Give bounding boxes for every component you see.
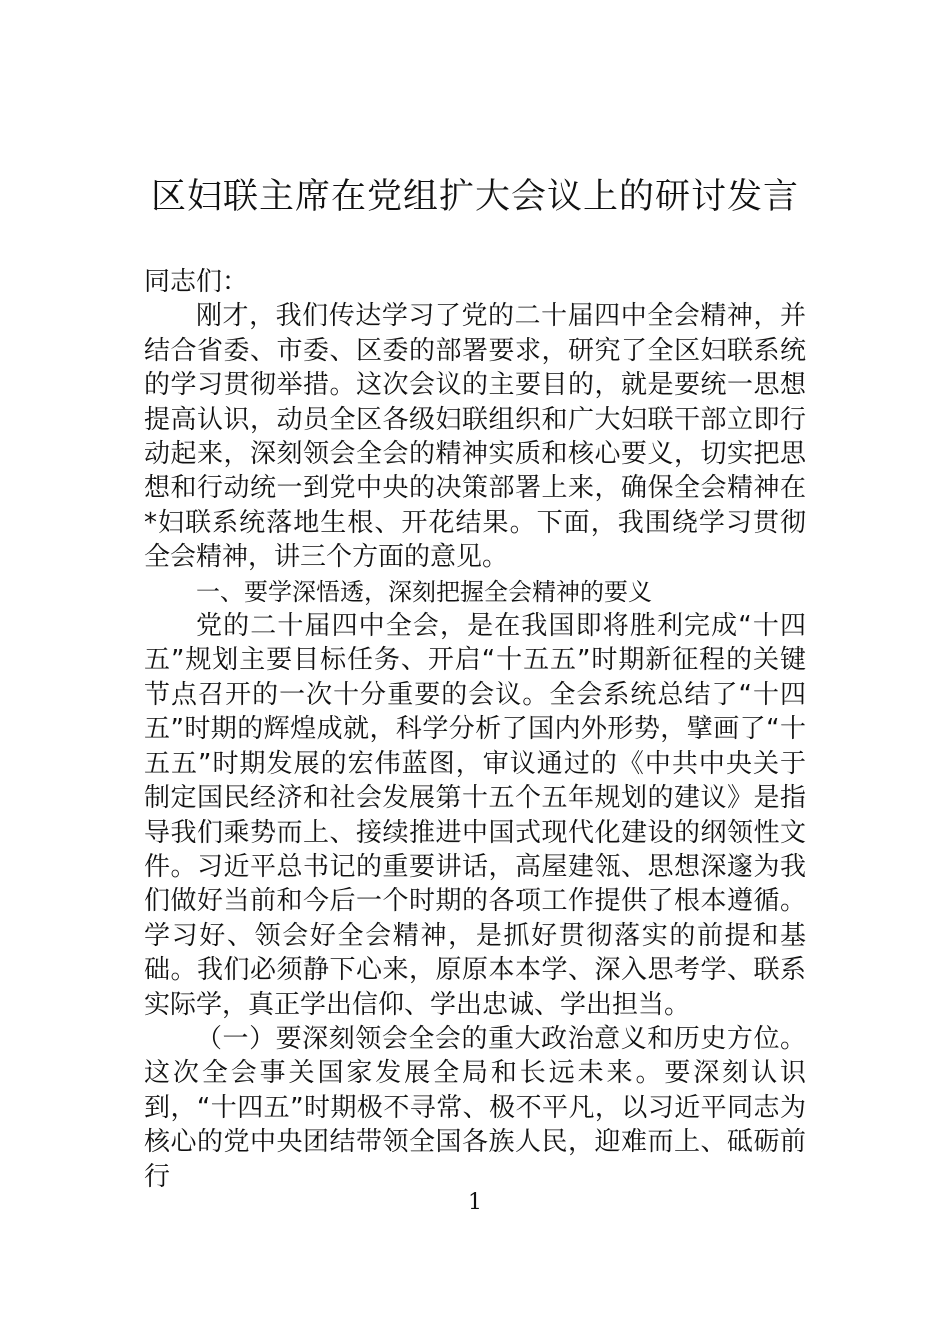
paragraph-subsection-1: （一）要深刻领会全会的重大政治意义和历史方位。这次全会事关国家发展全局和长远未来。要深刻认识到，“十四五”时期极不寻常、极不平凡，以习近平同志为核心的党中央团结带领全国各族人民，迎难而上、砥砺前行 [144, 1023, 806, 1192]
salutation: 同志们： [144, 267, 249, 297]
paragraph-plenum: 党的二十届四中全会，是在我国即将胜利完成“十四五”规划主要目标任务、开启“十五五”时期新征程的关键节点召开的一次十分重要的会议。全会系统总结了“十四五”时期的辉煌成就，科学分析了国内外形势，擘画了“十五五”时期发展的宏伟蓝图，审议通过的《中共中央关于制定国民经济和社会发展第十五个五年规划的建议》是指导我们乘势而上、接续推进中国式现代化建设的纲领性文件。习近平总书记的重要讲话，高屋建瓴、思想深邃为我们做好当前和今后一个时期的各项工作提供了根本遵循。学习好、领会好全会精神，是抓好贯彻落实的前提和基础。我们必须静下心来，原原本本学、深入思考学、联系实际学，真正学出信仰、学出忠诚、学出担当。 [144, 611, 806, 1020]
document-title: 区妇联主席在党组扩大会议上的研讨发言 [150, 177, 799, 217]
paragraph-intro: 刚才，我们传达学习了党的二十届四中全会精神，并结合省委、市委、区委的部署要求，研究了全区妇联系统的学习贯彻举措。这次会议的主要目的，就是要统一思想提高认识，动员全区各级妇联组织和广大妇联干部立即行动起来，深刻领会全会的精神实质和核心要义，切实把思想和行动统一到党中央的决策部署上来，确保全会精神在*妇联系统落地生根、开花结果。下面，我围绕学习贯彻全会精神，讲三个方面的意见。 [144, 301, 806, 573]
page-number: 1 [468, 1190, 482, 1215]
section-heading-1: 一、要学深悟透，深刻把握全会精神的要义 [196, 577, 652, 606]
document-body [144, 265, 806, 1194]
